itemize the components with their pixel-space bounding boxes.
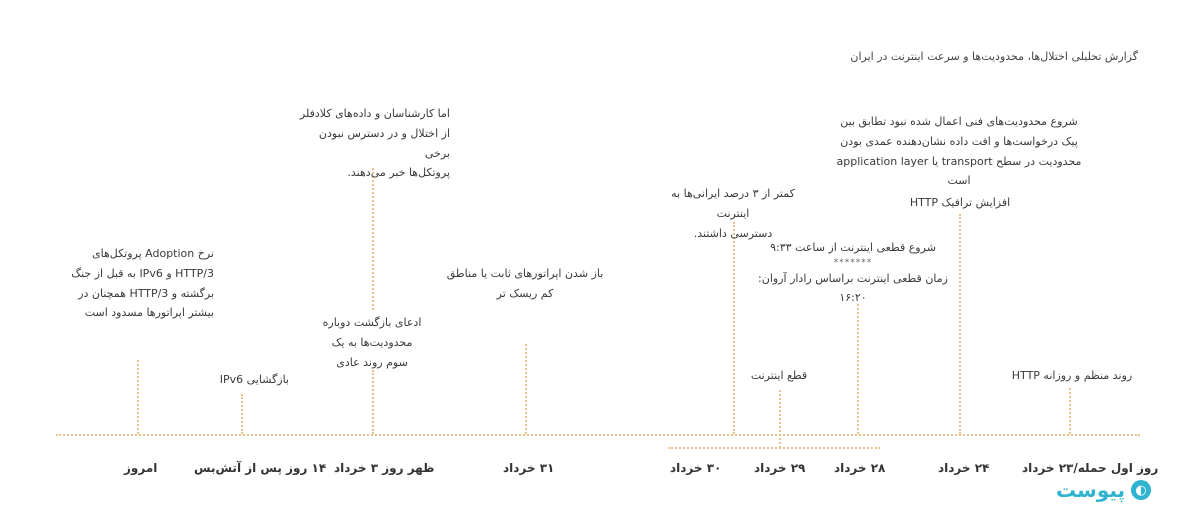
date-ceasefire: ۱۴ روز پس از آتش‌بس xyxy=(194,461,327,475)
note-kh23: روند منظم و روزانه HTTP xyxy=(1011,369,1133,382)
date-kh24: ۲۴ خرداد xyxy=(938,461,990,475)
note-kh28: شروع قطعی اینترنت از ساعت ۹:۳۳ ******* زمان قطعی اینترنت براساس رادار آروان: ۱۶:۲۰ xyxy=(748,238,958,308)
connector-kh3 xyxy=(372,370,374,434)
logo-icon: ◐ xyxy=(1131,480,1151,500)
connector-kh31 xyxy=(525,344,527,434)
connector-today xyxy=(137,360,139,434)
note-kh24-top: شروع محدودیت‌های فنی اعمال شده نبود تطابق بین پیک درخواست‌ها و افت داده نشان‌دهنده عمدی بودن محدودیت در سطح transport یا application layer است xyxy=(836,115,1082,188)
date-kh23: روز اول حمله/۲۳ خرداد xyxy=(1022,461,1159,475)
date-kh31: ۳۱ خرداد xyxy=(503,461,555,475)
connector-kh30 xyxy=(733,222,735,434)
date-kh29: ۲۹ خرداد xyxy=(754,461,806,475)
note-kh31: باز شدن اپراتورهای ثابت یا مناطق کم ریسک تر xyxy=(446,267,604,300)
connector-kh23 xyxy=(1069,388,1071,434)
note-ceasefire: بازگشایی IPv6 xyxy=(219,373,289,386)
date-kh3: ظهر روز ۳ خرداد xyxy=(334,461,435,475)
peyvast-logo xyxy=(1056,478,1151,502)
note-kh24: افزایش ترافیک HTTP xyxy=(909,196,1011,209)
timeline-sub-axis xyxy=(668,447,880,449)
note-kh3-top: اما کارشناسان و داده‌های کلادفلر از اختلال و در دسترس نبودن برخی پروتکل‌ها خبر می‌دهند. xyxy=(299,107,450,180)
connector-kh29 xyxy=(779,390,781,448)
connector-ceasefire xyxy=(241,394,243,434)
logo-text: پیوست xyxy=(1056,478,1126,502)
timeline-axis xyxy=(56,434,1140,436)
connector-kh24 xyxy=(959,214,961,434)
connector-kh3-top xyxy=(372,168,374,310)
connector-kh28 xyxy=(857,304,859,434)
note-kh30: کمتر از ۳ درصد ایرانی‌ها به اینترنت دسترسی داشتند. xyxy=(671,187,795,240)
date-kh28: ۲۸ خرداد xyxy=(834,461,886,475)
note-kh3: ادعای بازگشت دوباره محدودیت‌ها به یک سوم روند عادی xyxy=(322,316,422,369)
report-title: گزارش تحلیلی اختلال‌ها، محدودیت‌ها و سرعت اینترنت در ایران xyxy=(850,50,1138,63)
note-today: نرخ Adoption پروتکل‌های HTTP/3 و IPv6 به قبل از جنگ برگشته و HTTP/3 همچنان در بیشتر اپراتورها مسدود است xyxy=(71,247,214,320)
date-today: امروز xyxy=(124,461,158,475)
note-kh29: قطع اینترنت xyxy=(750,369,808,382)
date-kh30: ۳۰ خرداد xyxy=(670,461,722,475)
separator-stars: ******* xyxy=(833,257,873,268)
